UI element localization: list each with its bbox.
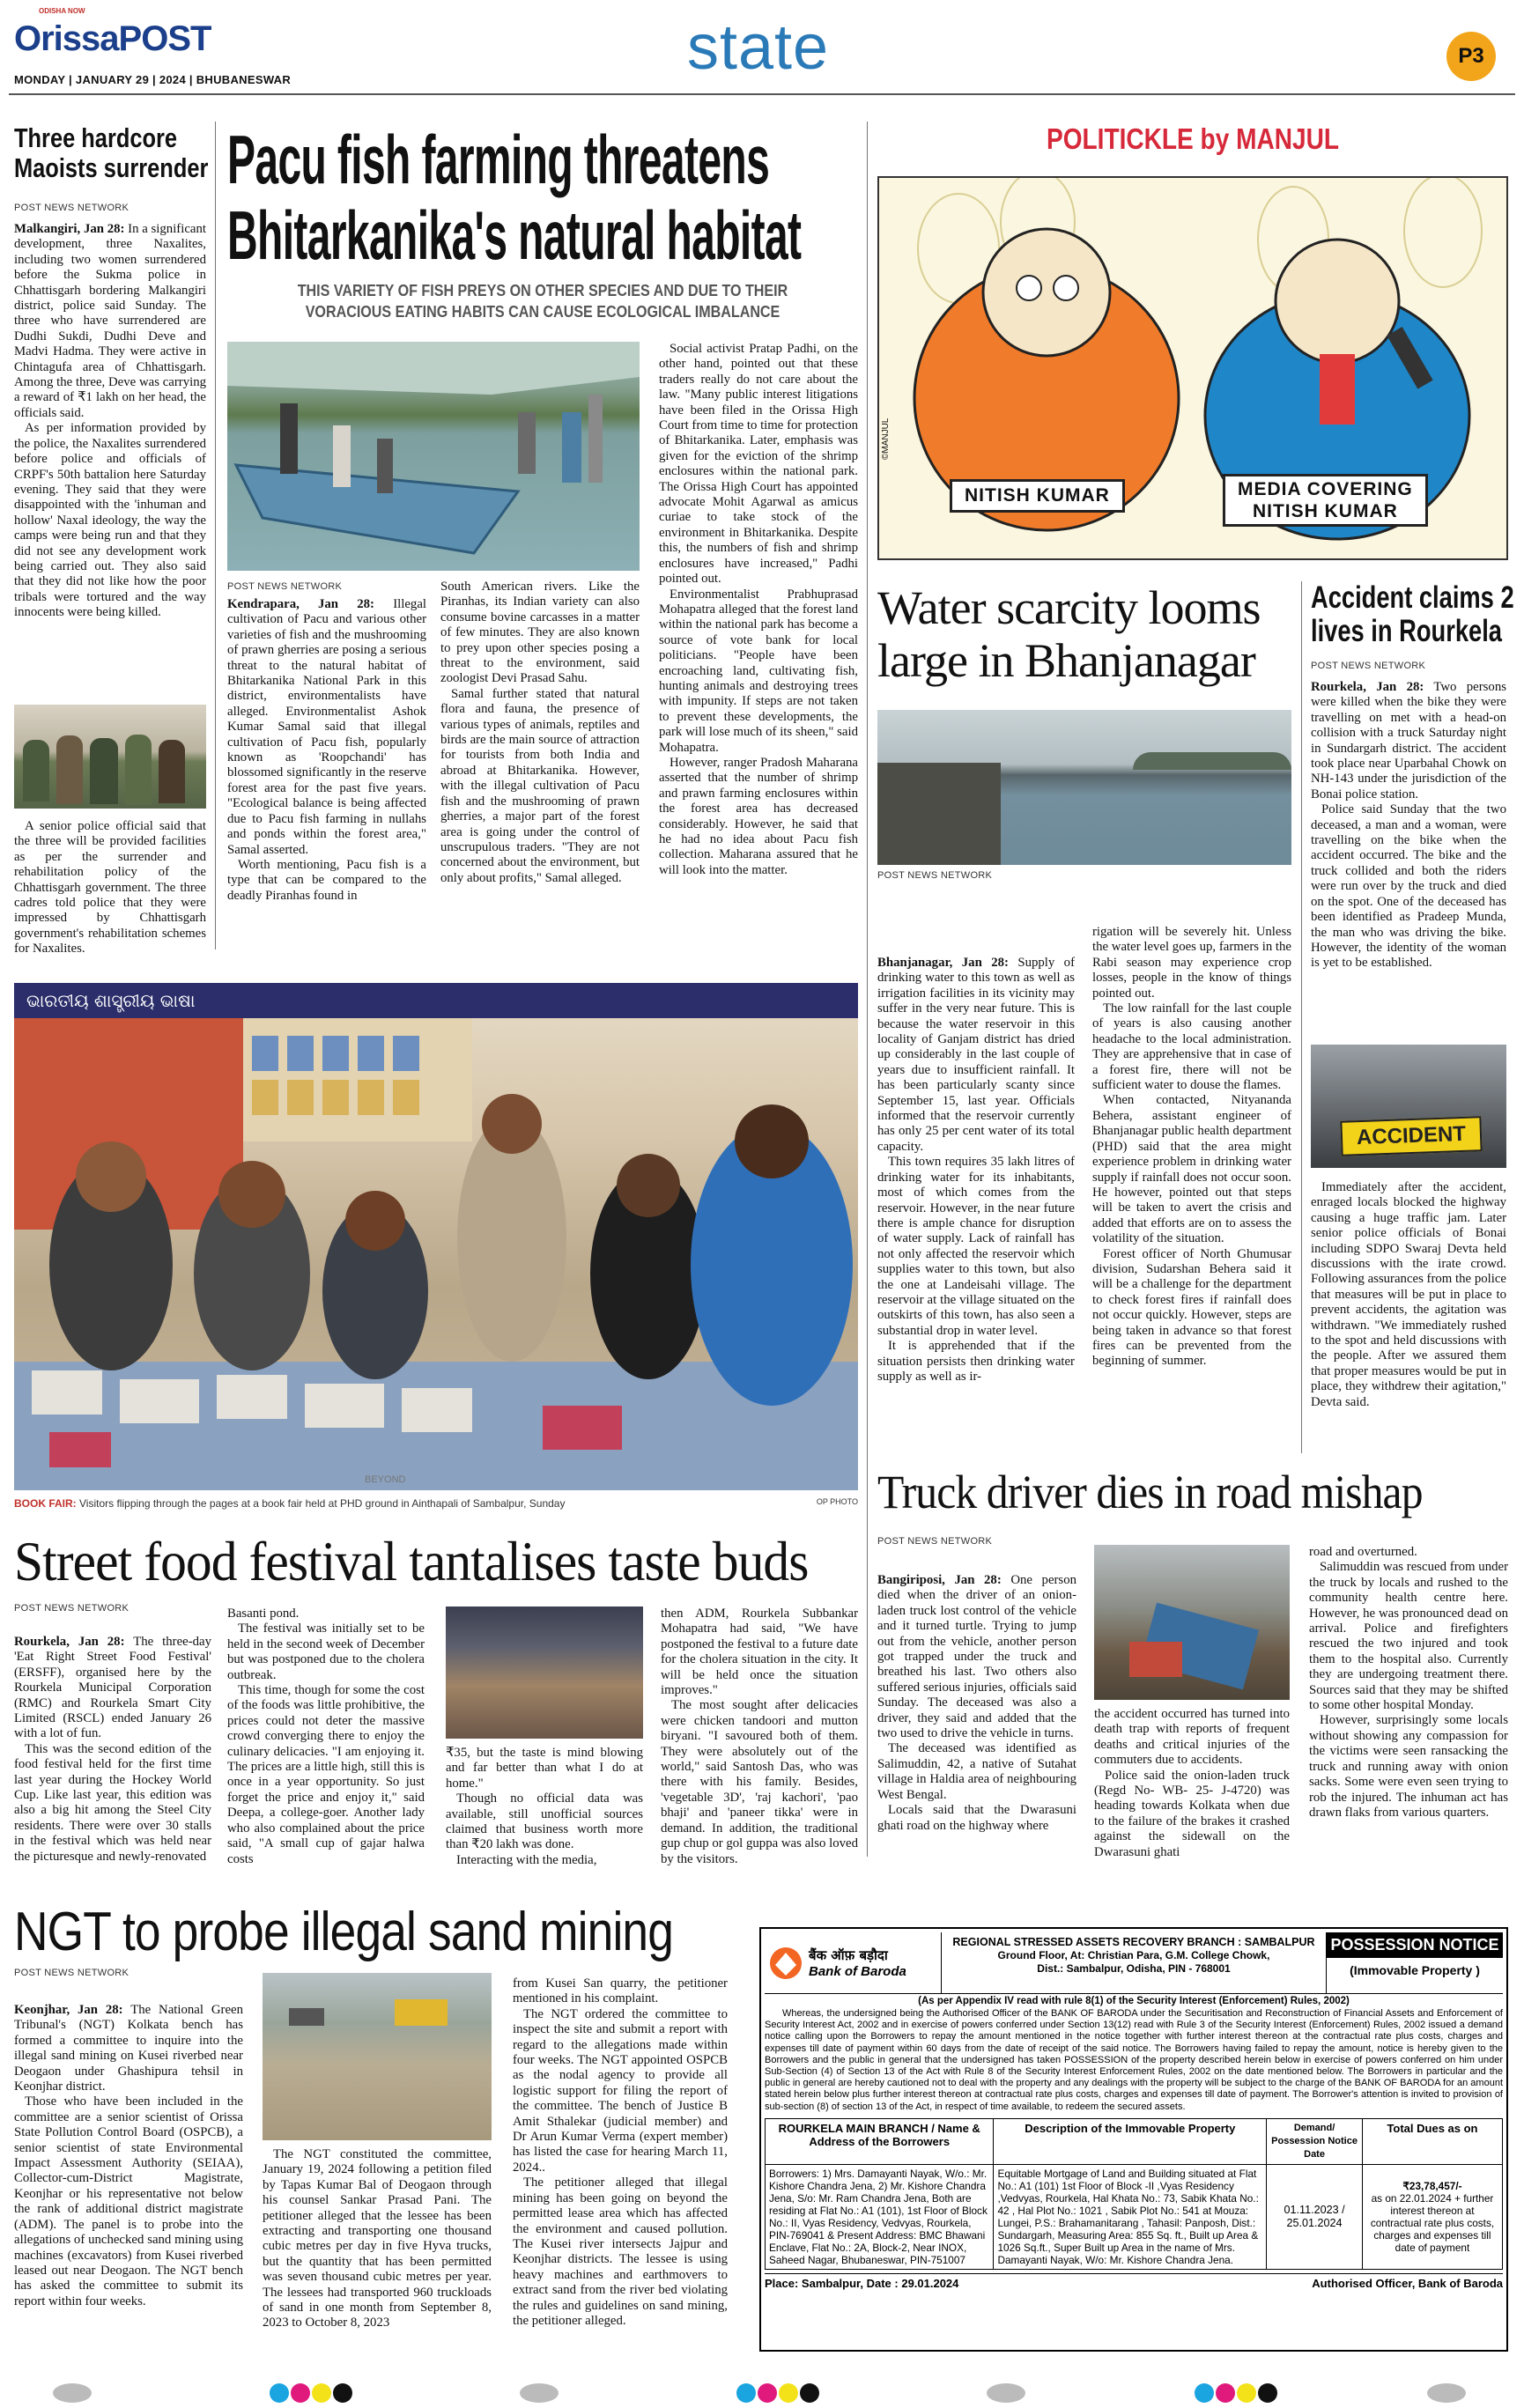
cartoon-signature: ©MANJUL xyxy=(881,417,891,460)
accident-p3: Immediately after the accident, enraged locals blocked the highway causing a huge traffic jam. Later senior police officials of Bonai including SDPO Swaraj Devta held discussions with the irate crowd. Following assurances from the police that measures will be put in place to prevent accidents, the agitation was withdrawn. "We immediately rushed to the spot and held discussions with the people. After we assured them that proper measures would be put in place, they withdrew their agitation," Devta said. xyxy=(1311,1180,1506,1409)
bookfair-caption-text: Visitors flipping through the pages at a book fair held at PHD ground in Ainthapali of Sambalpur, Sunday xyxy=(79,1497,566,1510)
bookfair-sign: ଭାରତୀୟ ଶାସ୍ତ୍ରୀୟ ଭାଷା xyxy=(26,990,196,1011)
brand-logo[interactable]: OrissaPOST xyxy=(14,19,211,58)
truck-col-3 xyxy=(1309,1545,1508,1872)
pacu-c3: Social activist Pratap Padhi, on the other hand, pointed out that these traders really do not care about the law. "Many public interest litigations have been filed in the Orissa High Court from time to time for protection of Bhitarkanika. Later, emphasis was given for the eviction of the shrimp enclosures within the national park. The Orissa High Court has appointed advocate Mohit Agarwal as amicus curiae to take stock of the environment in Bhitarkanika. Despite this, the numbers of fish and shrimp enclosures have increased," Padhi pointed out. xyxy=(659,342,858,587)
pacu-photo xyxy=(227,342,640,571)
streetfood-col-2 xyxy=(227,1607,425,1881)
water-headline-1: Water scarcity looms xyxy=(877,581,1261,634)
masthead-rule xyxy=(9,93,1515,95)
pacu-article xyxy=(227,122,858,958)
streetfood-photo xyxy=(446,1607,643,1739)
col-rule-3 xyxy=(1301,581,1302,1453)
ngt-byline: POST NEWS NETWORK xyxy=(14,1968,129,1978)
notice-officer: Authorised Officer, Bank of Baroda xyxy=(1312,2276,1503,2290)
td-notice-date: 01.11.2023 / 25.01.2024 xyxy=(1267,2164,1363,2269)
pacu-byline: POST NEWS NETWORK xyxy=(227,581,343,592)
accident-headline-2: lives in Rourkela xyxy=(1311,614,1502,648)
page-number: P3 xyxy=(1458,44,1484,68)
ngt-col-2 xyxy=(263,2147,492,2355)
water-c1b: This town requires 35 lakh litres of drinking water for its inhabitants, most of which comes from the reservoir. However, in the near future there is ample chance for disruption of water supply. Lack of rainfall has not only affected the reservoir which supplies water to this town, but also the one at Landeisahi village. The reservoir at the village situated on the outskirts of this town, has also seen a substantial drop in water level. xyxy=(877,1155,1075,1338)
notice-rule: (As per Appendix IV read with rule 8(1) of the Security Interest (Enforcement) Rules, 2002) xyxy=(918,1996,1350,2006)
td-dues-rest: as on 22.01.2024 + further interest thereon at contractual rate plus costs, charges and expenses till date of payment xyxy=(1370,2191,1495,2254)
ngt-c3b: The NGT ordered the committee to inspect the site and submit a report with regard to the allegations made within four weeks. The NGT appointed OSPCB as the nodal agency to provide all logistic support for filing the report of the committee. The bench of Justice B Amit Sthalekar (judicial member) and Dr Arun Kumar Verma (expert member) has listed the case for hearing March 11, 2024.. xyxy=(513,2006,728,2175)
ngt-c3: from Kusei San quarry, the petitioner mentioned in his complaint. xyxy=(513,1976,728,2006)
accident-byline: POST NEWS NETWORK xyxy=(1311,661,1426,671)
streetfood-col-3 xyxy=(446,1746,643,1881)
notice-subtitle: (Immovable Property ) xyxy=(1350,1963,1480,1977)
water-col-1 xyxy=(877,956,1075,1458)
streetfood-c1: The three-day 'Eat Right Street Food Festival' (ERSFF), organised here by the Rourkela Municipal Corporation (RMC) and Rourkela Smart City Limited (RSCL) ended January 26 with a lot of fun. xyxy=(14,1635,211,1741)
accident-p2: Police said Sunday that the two deceased, a man and a woman, were travelling on the bike when the accident occurred. The bike and the truck collided and both the riders were run over by the truck and died on the spot. One of the deceased has been identified as Pradeep Munda, the man who was driving the bike. However, the identity of the woman is yet to be established. xyxy=(1311,802,1506,971)
bank-hindi: बैंक ऑफ़ बड़ौदा xyxy=(809,1947,888,1963)
td-borrowers: Borrowers: 1) Mrs. Damayanti Nayak, W/o.: Mr. Kishore Chandra Jena, 2) Mr. Kishore Chandra Jena, S/o: Mr. Ram Chandra Jena, Both are residing at Flat No.: A1 (101), 1st Floor of Block No.: II, Vyas Residency, Vedvyas, Rourkela, PIN-769041 & Present Address: BMC Bhawani Enclave, Flat No.: 2A, Block-2, Near INOX, Saheed Nagar, Bhubaneswar, PIN-751007 xyxy=(766,2164,994,2269)
bookfair-credit: OP PHOTO xyxy=(816,1497,858,1506)
pacu-strap-1: THIS VARIETY OF FISH PREYS ON OTHER SPECIES AND DUE TO THEIR xyxy=(297,281,788,299)
truck-c3c: However, surprisingly some locals without showing any compassion for the victims were seen ransacking the truck and running away with onion sacks. Some were even seen trying to rob the injured. The inhuman act has drawn flaks from various quarters. xyxy=(1309,1713,1508,1820)
water-c2b: The low rainfall for the last couple of years is also causing another headache to the local administration. They are apprehensive that in case of a forest fire, there will not be sufficient water to douse the flames. xyxy=(1092,1001,1291,1093)
pacu-c1b: Worth mentioning, Pacu fish is a type that can be compared to the deadly Piranhas found in xyxy=(227,857,426,903)
maoists-headline-2: Maoists surrender xyxy=(14,152,209,183)
maoists-photo xyxy=(14,705,206,809)
streetfood-c3: ₹35, but the taste is mind blowing and far better than what I do at home." xyxy=(446,1746,643,1791)
streetfood-headline: Street food festival tantalises taste buds xyxy=(14,1530,809,1592)
accident-sign: ACCIDENT xyxy=(1340,1116,1482,1156)
pacu-c2: South American rivers. Like the Piranhas, its Indian variety can also consume bovine carcasses in a matter of few minutes. They are also known to prey upon other species posing a threat to the environment, said zoologist Devi Prasad Sahu. xyxy=(440,580,640,686)
branch-line-1: REGIONAL STRESSED ASSETS RECOVERY BRANCH : SAMBALPUR xyxy=(952,1936,1315,1948)
masthead xyxy=(0,0,1524,97)
branch-line-3: Dist.: Sambalpur, Odisha, PIN - 768001 xyxy=(1037,1962,1231,1975)
bookfair-photo xyxy=(14,983,858,1490)
notice-body: Whereas, the undersigned being the Authorised Officer of the BANK OF BARODA under the Securitisation and Reconstruction of Financial Assets and Enforcement of Security Interest Act, 2002 and in exercise of powers conferred under Section 13(12) read with Rule 3 of the Security Interest (Enforcement) Rules, 2002 issued a demand notice calling upon the Borrowers to repay the amount mentioned in the notice together with further interest thereon at the contractual rate plus costs, charges and expenses till date of payment within 60 days from the date of receipt of the said notice. The Borrowers having failed to repay the amount, notice is hereby given to the Borrowers and the public in general that the undersigned has taken POSSESSION of the property described herein below in exercise of powers conferred on him under Sub-Section (4) of Section 13 of the Act with Rule 8 of the Security Interest Enforcement Rules, 2002 on the date mentioned below. The Borrowers in particular and the public in general are hereby cautioned not to deal with the property and any dealings with the property will be subject to the charge of the BANK OF BARODA for an amount stated herein below plus further interest thereon at contractual rate plus costs, charges and expenses till date of payment. The Borrower's attention is invited to provision of sub-section (8) of section 13 of the Act, in respect of time available, to redeem the secured assets. xyxy=(765,2008,1503,2112)
streetfood-c4b: The most sought after delicacies were chicken tandoori and mutton biryani. "I savoured both of them. They were absolutely out of the world," said Santosh Das, who was there with his family. Besides, 'vegetable 3D', 'raj kachori', 'pao bhaji' and 'paneer tikka' were in demand. In addition, the traditional gup chup or gol guppa was also loved by the visitors. xyxy=(661,1698,858,1866)
cartoon-label-right-2: NITISH KUMAR xyxy=(1252,501,1398,521)
ngt-article xyxy=(14,1902,858,2360)
maoists-p2: As per information provided by the police, the Naxalites surrendered before police and officials of CRPF's 50th battalion here Saturday evening. They said that they were disappointed with the 'inhuman and hollow' Naxal ideology, the way the camps were being run and that they did not see any development work being carried out. They also said that they did not like how the poor tribals were tortured and the way innocents were being killed. xyxy=(14,421,206,620)
truck-c1: One person died when the driver of an onion-laden truck lost control of the vehicle and it turned turtle. Trying to jump out from the vehicle, another person got trapped under the truck and breathed his last. Two others also suffered serious injuries, officials said Sunday. The deceased was also a driver, they said and added that the two used to drive the vehicle in turns. xyxy=(877,1573,1076,1741)
truck-c2: the accident occurred has turned into death trap with reports of frequent deaths and critical injuries of the commuters due to accidents. xyxy=(1094,1707,1290,1768)
th-dues: Total Dues as on xyxy=(1362,2118,1502,2164)
streetfood-byline: POST NEWS NETWORK xyxy=(14,1603,129,1614)
col-rule-1 xyxy=(215,122,216,949)
water-c1: Supply of drinking water to this town as well as irrigation facilities in its vicinity may suffer in the very near future. This is because the water reservoir in this locality of Ganjam district has dried up considerably in the last couple of years due to insufficient rainfall. It has been particularly scanty since September 15, last year. Officials informed that the reservoir currently has only 25 per cent water of its total capacity. xyxy=(877,956,1075,1154)
maoists-p1: In a significant development, three Naxalites, including two women surrendered before the Sukma police in Chhattisgarh bordering Malkangiri district, police said Sunday. The three who have surrendered are Dudhi Sukdi, Dudhi Deve and Madvi Hadma. They were active in Chintagufa area of Chhattisgarh. Among the three, Deve was carrying a reward of ₹1 lakh on her head, the officials said. xyxy=(14,222,206,420)
streetfood-c2: Basanti pond. xyxy=(227,1607,300,1621)
print-registration-marks xyxy=(0,2382,1524,2408)
th-notice-date: Demand/ Possession Notice Date xyxy=(1267,2118,1363,2164)
brand-small: ODISHA NOW xyxy=(39,7,85,15)
water-byline: POST NEWS NETWORK xyxy=(877,870,993,881)
cartoon-label-left: NITISH KUMAR xyxy=(950,479,1125,513)
cartoon-title: POLITICKLE by MANJUL xyxy=(1047,122,1339,155)
water-c2: rigation will be severely hit. Unless the water level goes up, farmers in the Rabi season may experience crop losses, people in the know of things pointed out. xyxy=(1092,925,1291,1001)
truck-c2b: Police said the onion-laden truck (Regd No- WB- 25- J-4720) was heading towards Kolkata when due to the failure of the brakes it crashed against the sidewall on the Dwarasuni ghati xyxy=(1094,1768,1290,1859)
ngt-col-1 xyxy=(14,2003,243,2355)
streetfood-c4: then ADM, Rourkela Subbankar Mohapatra had said, "We have postponed the festival to a future date for the cholera situation in the city. It will be held once the situation improves." xyxy=(661,1607,858,1698)
truck-c3b: Salimuddin was rescued from under the truck by locals and rushed to the community health centre here. However, he was pronounced dead on arrival. Police and firefighters rescued the two injured and took them to the hospital also. Currently they are undergoing treatment there. Sources said that they may be shifted to some other hospital Monday. xyxy=(1309,1560,1508,1713)
accident-photo xyxy=(1311,1045,1506,1168)
water-headline-2: large in Bhanjanagar xyxy=(877,634,1255,687)
accident-headline-1: Accident claims 2 xyxy=(1311,580,1514,615)
dateline: MONDAY | JANUARY 29 | 2024 | BHUBANESWAR xyxy=(14,73,292,86)
water-col-2 xyxy=(1092,925,1291,1458)
truck-photo xyxy=(1094,1545,1290,1700)
maoists-dateline: Malkangiri, Jan 28: xyxy=(14,222,125,236)
truck-c1b: The deceased was identified as Salimuddin, 42, a native of Sutahat village in Haldia area of neighbouring West Bengal. xyxy=(877,1741,1076,1802)
ngt-col-3 xyxy=(513,1976,728,2355)
section-title: state xyxy=(687,12,830,83)
water-c2d: Forest officer of North Ghumusar division, Sudarshan Behera said it will be a challenge for the department to check forest fires if rainfall does not occur quickly. However, steps are being taken in advance so that forest fires can be prevented from the beginning of summer. xyxy=(1092,1246,1291,1369)
ngt-c2: The NGT constituted the committee, January 19, 2024 following a petition filed by Tapas Kumar Bal of Deogaon through his counsel Sankar Prasad Pani. The petitioner alleged that the lessee has been extracting and transporting one thousand cubic metres per day in five Hyva trucks, but the quantity that has been permitted was seven thousand cubic metres per year. The lessees had transported 960 truckloads of sand in one month from September 8, 2023 to October 8, 2023 xyxy=(263,2147,492,2330)
cartoon-label-right-1: MEDIA COVERING xyxy=(1238,479,1413,499)
possession-notice-ad xyxy=(759,1927,1508,2352)
bookfair-poster-text: BEYOND xyxy=(365,1474,406,1485)
ngt-dateline: Keonjhar, Jan 28: xyxy=(14,2003,123,2017)
notice-table xyxy=(765,2118,1503,2270)
bookfair-caption xyxy=(14,1497,858,1510)
maoists-article xyxy=(14,122,209,1022)
ngt-photo xyxy=(263,1973,492,2140)
water-article xyxy=(877,581,1291,1453)
streetfood-col-4 xyxy=(661,1607,858,1881)
ngt-c1b: Those who have been included in the committee are a senior scientist of Orissa State Pollution Control Board (OSPCB), a senior scientist of state Environmental Impact Assessment Authority (SEIAA), Collector-cum-District Magistrate, Keonjhar or his representative not below the rank of additional district magistrate (ADM). The panel is to probe into the allegations of unchecked sand mining using machines (excavators) from Kusei riverbed leased out near Deogaon. The NGT bench has asked the committee to submit its report within four weeks. xyxy=(14,2094,243,2308)
pacu-col-3 xyxy=(659,342,858,949)
pacu-headline-2: Bhitarkanika's natural habitat xyxy=(227,196,802,274)
streetfood-col-1 xyxy=(14,1635,211,1881)
cartoon xyxy=(877,122,1508,562)
pacu-col-1 xyxy=(227,597,426,949)
td-property: Equitable Mortgage of Land and Building situated at Flat No.: A1 (101) 1st Floor of Block -II ,Vyas Residency ,Vedvyas, Rourkela, Hal Khata No.: 73, Sabik Khata No.: 42 , Hal Plot No.: 1021 , Sabik Plot No.: 541 at Mouza: Lungei, P.S.: Brahamanitarang , Tahasil: Panposh, Dist.: Sundargarh, Measuring Area: 855 Sq. ft., Built up Area & 1026 Sq.ft., Super Built up Area in the name of Mrs. Damayanti Nayak, W/o: Mr. Kishore Chandra Jena. xyxy=(994,2164,1267,2269)
pacu-headline-1: Pacu fish farming threatens xyxy=(227,121,770,198)
streetfood-c2b: The festival was initially set to be held in the second week of December but was postponed due to the cholera outbreak. xyxy=(227,1621,425,1682)
bank-name: Bank of Baroda xyxy=(809,1964,906,1979)
streetfood-c2c: This time, though for some the cost of the foods was little prohibitive, the prices could not deter the massive crowd converging there to enjoy the culinary delicacies. "I am enjoying it. The prices are a little high, still this is once in a year opportunity. So just forget the price and enjoy it," said Deepa, a college-goer. Another lady who also complained about the price said, "A small cup of gajar halwa costs xyxy=(227,1683,425,1866)
th-borrowers: ROURKELA MAIN BRANCH / Name & Address of the Borrowers xyxy=(766,2118,994,2164)
cartoon-panel xyxy=(877,176,1508,560)
col-rule-2 xyxy=(867,122,868,1857)
notice-place: Place: Sambalpur, Date : 29.01.2024 xyxy=(765,2276,959,2290)
pacu-strap xyxy=(269,280,817,322)
pacu-c3b: Environmentalist Prabhuprasad Mohapatra alleged that the forest land within the national park has become a source of vote bank for local politicians. "People have been encroaching land, cultivating fish, hunting animals and destroying trees with impunity. If steps are not taken to prevent these developments, the park will lose much of its sheen," said Mohapatra. xyxy=(659,587,858,755)
td-dues-amount: ₹23,78,457/- xyxy=(1402,2179,1462,2192)
pacu-boat-svg xyxy=(227,342,640,571)
maoists-p3: A senior police official said that the three will be provided facilities as per the surrender and rehabilitation policy of the Chhattisgarh government. The three cadres told police that they were impressed by Chhattisgarh government's rehabilitation schemes for Naxalites. xyxy=(14,819,206,957)
td-dues xyxy=(1362,2164,1502,2269)
bank-logo xyxy=(765,1932,941,1993)
maoists-byline: POST NEWS NETWORK xyxy=(14,203,129,213)
streetfood-dateline: Rourkela, Jan 28: xyxy=(14,1635,125,1649)
accident-article xyxy=(1311,580,1514,1453)
ngt-c3c: The petitioner alleged that illegal mining has been going on beyond the permitted lease area which has affected the environment and caused pollution. The Kusei river intersects Jajpur and Keonjhar districts. The lessee is using heavy machines and earthmovers to extract sand from the river bed violating the rules and guidelines on sand mining, the petitioner alleged. xyxy=(513,2175,728,2328)
streetfood-c3c: Interacting with the media, xyxy=(456,1852,597,1867)
truck-c1c: Locals said that the Dwarasuni ghati road on the highway where xyxy=(877,1803,1076,1833)
water-photo xyxy=(877,710,1291,865)
branch-line-2: Ground Floor, At: Christian Para, G.M. College Chowk, xyxy=(997,1949,1270,1961)
streetfood-c1b: This was the second edition of the food festival held for the first time last year during the Hockey World Cup. Like last year, this edition was also a big hit among the Steel City residents. There were over 30 stalls in the festival which was held near the picturesque and newly-renovated xyxy=(14,1741,211,1864)
maoists-body xyxy=(14,222,206,698)
bookfair-caption-tag: BOOK FAIR: xyxy=(14,1497,77,1510)
bank-logo-icon xyxy=(768,1946,803,1981)
truck-article xyxy=(877,1466,1508,1888)
pacu-strap-2: VORACIOUS EATING HABITS CAN CAUSE ECOLOGICAL IMBALANCE xyxy=(305,302,780,321)
truck-col-1 xyxy=(877,1573,1076,1872)
water-c1c: It is apprehended that if the situation persists then drinking water supply as well as ir- xyxy=(877,1339,1075,1384)
streetfood-c3b: Though no official data was available, still unofficial sources claimed that business worth more than ₹20 lakh was done. xyxy=(446,1791,643,1852)
ngt-headline: NGT to probe illegal sand mining xyxy=(14,1902,674,1962)
notice-title: POSSESSION NOTICE xyxy=(1327,1932,1503,1958)
truck-headline: Truck driver dies in road mishap xyxy=(877,1466,1423,1518)
truck-dateline: Bangiriposi, Jan 28: xyxy=(877,1573,1002,1587)
accident-body xyxy=(1311,680,1506,1034)
truck-byline: POST NEWS NETWORK xyxy=(877,1536,993,1547)
truck-col-2 xyxy=(1094,1707,1290,1872)
maoists-headline-1: Three hardcore xyxy=(14,122,178,153)
th-property: Description of the Immovable Property xyxy=(994,2118,1267,2164)
accident-dateline: Rourkela, Jan 28: xyxy=(1311,680,1424,694)
water-c2c: When contacted, Nityananda Behera, assistant engineer of Bhanjanagar public health department (PHD) said that the area might experience problem in drinking water supply if rainfall does not occur soon. He however, pointed out that steps will be taken to avert the crisis and added that efforts are on to assess the volatility of the situation. xyxy=(1092,1093,1291,1246)
accident-p1: Two persons were killed when the bike they were travelling on met with a head-on collision with a truck Saturday night in Sundargarh district. The accident took place near Uparbahal Chowk on NH-143 under the jurisdiction of the Bonai police station. xyxy=(1311,680,1506,801)
water-dateline: Bhanjanagar, Jan 28: xyxy=(877,956,1009,970)
page-badge xyxy=(1446,32,1496,81)
pacu-c2b: Samal further stated that natural flora and fauna, the presence of various types of animals, reptiles and birds are the main source of attraction for tourists from both India and abroad at Bhitarkanika. However, with the illegal cultivation of Pacu fish and the mushrooming of prawn gherries, a major part of the forest area is going under the control of unscrupulous traders. "They are not concerned about the environment, but only about profits," Samal alleged. xyxy=(440,686,640,885)
bookfair-scene xyxy=(14,983,858,1490)
pacu-c3c: However, ranger Pradosh Maharana asserted that the number of shrimp and prawn farming enclosures within the forest area has decreased considerably. However, he said that he had no idea about Pacu fish collection. Maharana assured that he will look into the matter. xyxy=(659,755,858,877)
pacu-c1: Illegal cultivation of Pacu and various other varieties of fish and the mushrooming of prawn gherries are posing a serious threat to the natural habitat of Bhitarkanika National Park in this district, environmentalists have alleged. Environmentalist Ashok Kumar Samal said that illegal cultivation of Pacu fish, popularly known as 'Roopchandi' has blossomed significantly in the reserve forest area for the past five years. "Ecological balance is being affected due to Pacu fish farming in nullahs and ponds within the forest area," Samal asserted. xyxy=(227,597,426,857)
pacu-col-2 xyxy=(440,580,640,949)
streetfood-article xyxy=(14,1531,858,1883)
cartoon-label-right xyxy=(1223,474,1428,527)
ngt-c1: The National Green Tribunal's (NGT) Kolkata bench has formed a committee to inquire into the illegal sand mining on Kusei riverbed near Deogaon under Ghashipura tehsil in Keonjhar district. xyxy=(14,2003,243,2094)
truck-c3: road and overturned. xyxy=(1309,1545,1417,1559)
pacu-dateline: Kendrapara, Jan 28: xyxy=(227,597,374,611)
